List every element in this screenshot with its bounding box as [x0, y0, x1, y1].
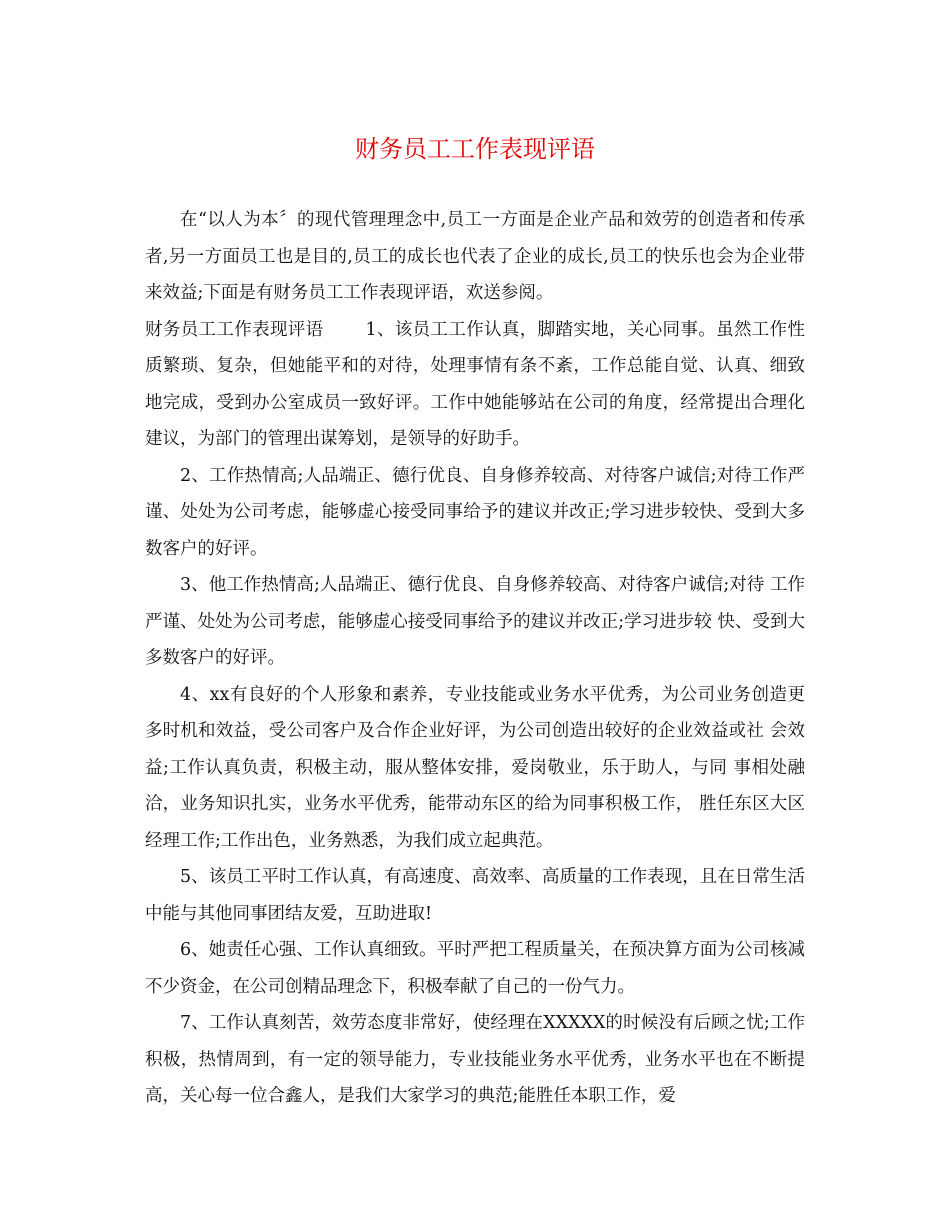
comment-item-6: 6、她责任心强、工作认真细致。平时严把工程质量关，在预决算方面为公司核减不少资金，在公司创精品理念下，积极奉献了自己的一份气力。: [145, 940, 805, 997]
comment-item-4: 4、xx有良好的个人形象和素养，专业技能或业务水平优秀，为公司业务创造更 多时机和效益，受公司客户及合作企业好评，为公司创造出较好的企业效益或社 会效益;工作认真负责，积极主动，服从整体安排，爱岗敬业，乐于助人，与同 事相处融洽，业务知识扎实，业务水平优秀，能带动东区的给为同事积极工作， 胜任东区大区经理工作;工作出色，业务熟悉，为我们成立起典范。: [145, 684, 805, 851]
document-title: 财务员工工作表现评语: [355, 135, 595, 163]
intro-paragraph: 在“以人为本〞的现代管理理念中,员工一方面是企业产品和效劳的创造者和传承者,另一方面员工也是目的,员工的成长也代表了企业的成长,员工的快乐也会为企业带来效益;下面是有财务员工工作表现评语，欢送参阅。: [145, 210, 805, 303]
comment-item-5: 5、该员工平时工作认真，有高速度、高效率、高质量的工作表现，且在日常生活中能与其他同事团结友爱，互助进取!: [145, 867, 805, 924]
comment-item-3: 3、他工作热情高;人品端正、德行优良、自身修养较高、对待客户诚信;对待 工作严谨、处处为公司考虑，能够虚心接受同事给予的建议并改正;学习进步较 快、受到大多数客户的好评。: [145, 575, 805, 668]
document-body: [145, 202, 805, 1115]
comment-item-1: 1、该员工工作认真，脚踏实地，关心同事。虽然工作性质繁琐、复杂，但她能平和的对待，处理事情有条不紊，工作总能自觉、认真、细致地完成，受到办公室成员一致好评。工作中她能够站在公司的角度，经常提出合理化建议，为部门的管理出谋筹划，是领导的好助手。: [145, 319, 806, 449]
section-heading: 财务员工工作表现评语: [145, 319, 324, 340]
comment-item-2: 2、工作热情高;人品端正、德行优良、自身修养较高、对待客户诚信;对待工作严谨、处处为公司考虑，能够虚心接受同事给予的建议并改正;学习进步较快、受到大多数客户的好评。: [145, 465, 805, 559]
comment-item-7: 7、工作认真刻苦，效劳态度非常好，使经理在XXXXX的时候没有后顾之忧;工作积极，热情周到，有一定的领导能力，专业技能业务水平优秀，业务水平也在不断提高，关心每一位合鑫人，是我们大家学习的典范;能胜任本职工作，爱: [145, 1013, 805, 1106]
section-paragraph-1: [145, 312, 805, 458]
